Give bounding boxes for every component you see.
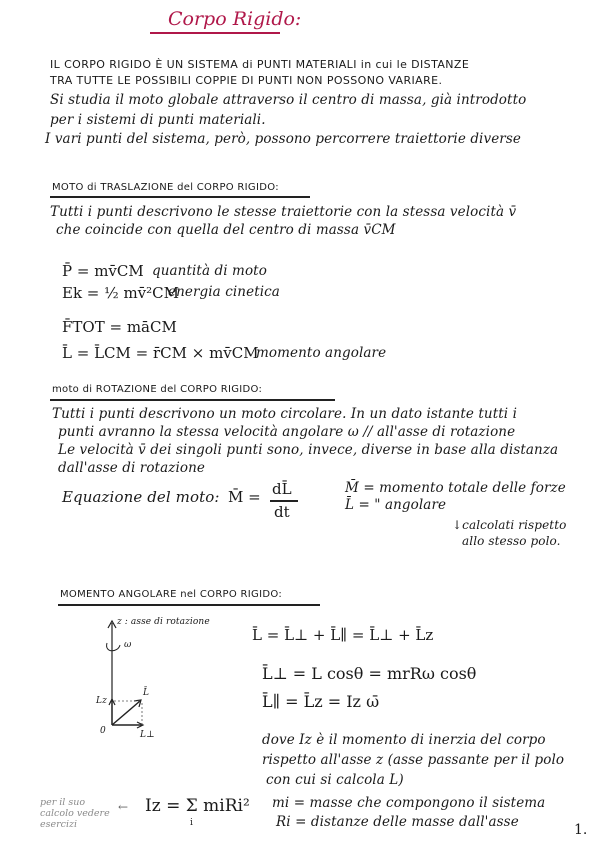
body-line: punti avranno la stessa velocità angolare ω // all'asse di rotazione [58,424,516,440]
intro-line: IL CORPO RIGIDO È UN SISTEMA di PUNTI MATERIALI in cui le DISTANZE [50,58,470,71]
body-line: Le velocità v̄ dei singoli punti sono, invece, diverse in base alla distanza [58,442,559,458]
formula-desc: quantità di moto [152,263,267,279]
omega-label: ω [124,640,132,650]
l-vector [112,701,140,725]
page-title: Corpo Rigido: [168,8,302,30]
lz-label: Lz [96,696,107,706]
explanation-line: rispetto all'asse z (asse passante per il polo [262,752,565,768]
formula: F̄TOT = māCM [62,318,177,336]
heading-underline [58,604,320,606]
lperp-label: L⊥ [140,730,155,740]
body-line: che coincide con quella del centro di massa v̄CM [56,222,396,238]
section-heading: MOTO di TRASLAZIONE del CORPO RIGIDO: [52,182,279,193]
fraction-bar [270,500,298,502]
l-label: L̄ [143,688,150,698]
note: ↓calcolati rispetto [452,518,567,532]
body-line: dall'asse di rotazione [58,460,205,476]
explanation-line: dove Iz è il momento di inerzia del corpo [262,732,546,748]
equation-label: Equazione del moto: [62,488,220,506]
body-line: Tutti i punti descrivono le stesse traiettorie con la stessa velocità v̄ [50,204,517,220]
inertia-formula: Iz = Σ miRi² [145,796,250,816]
heading-underline [50,196,310,198]
formula: P̄ = mv̄CM [62,262,144,280]
formula: L̄ = L̄CM = r̄CM × mv̄CM [62,344,259,362]
origin-label: 0 [100,726,106,736]
note: M̄ = momento totale delle forze [345,480,566,496]
section-heading: MOMENTO ANGOLARE nel CORPO RIGIDO: [60,589,283,600]
axis-label: z : asse di rotazione [117,617,210,627]
heading-underline [50,399,335,401]
definition: mi = masse che compongono il sistema [272,795,546,811]
arrow-left-icon: ← [118,800,129,814]
intro-line: TRA TUTTE LE POSSIBILI COPPIE DI PUNTI NON POSSONO VARIARE. [50,74,443,87]
formula: L̄⊥ = L cosθ = mrRω cosθ [262,664,477,683]
formula: L̄ = L̄⊥ + L̄∥ = L̄⊥ + L̄z [252,626,434,644]
body-line: Tutti i punti descrivono un moto circolare. In un dato istante tutti i [52,406,518,422]
note: allo stesso polo. [462,534,561,548]
title-underline [150,32,280,34]
section-heading: moto di ROTAZIONE del CORPO RIGIDO: [52,384,263,395]
intro-line: per i sistemi di punti materiali. [50,112,266,128]
angular-momentum-diagram [90,615,230,745]
equation-lhs: M̄ = [228,488,261,506]
page-number: 1. [574,822,588,838]
side-note: per il suo calcolo vedere esercizi [40,797,110,830]
formula: Ek = ½ mv̄²CM [62,284,179,302]
rotation-arrow-icon [107,643,120,651]
sum-index: i [190,818,193,828]
equation-denominator: dt [274,503,290,521]
formula: L̄∥ = L̄z = Iz ω̄ [262,692,380,711]
formula-desc: momento angolare [256,345,387,361]
intro-line: I vari punti del sistema, però, possono percorrere traiettorie diverse [45,131,521,147]
definition: Ri = distanze delle masse dall'asse [276,814,519,830]
formula-desc: energia cinetica [168,284,280,300]
note: L̄ = " angolare [345,497,447,513]
explanation-line: con cui si calcola L) [266,772,404,788]
equation-numerator: dL̄ [272,480,292,498]
intro-line: Si studia il moto globale attraverso il centro di massa, già introdotto [50,92,527,108]
